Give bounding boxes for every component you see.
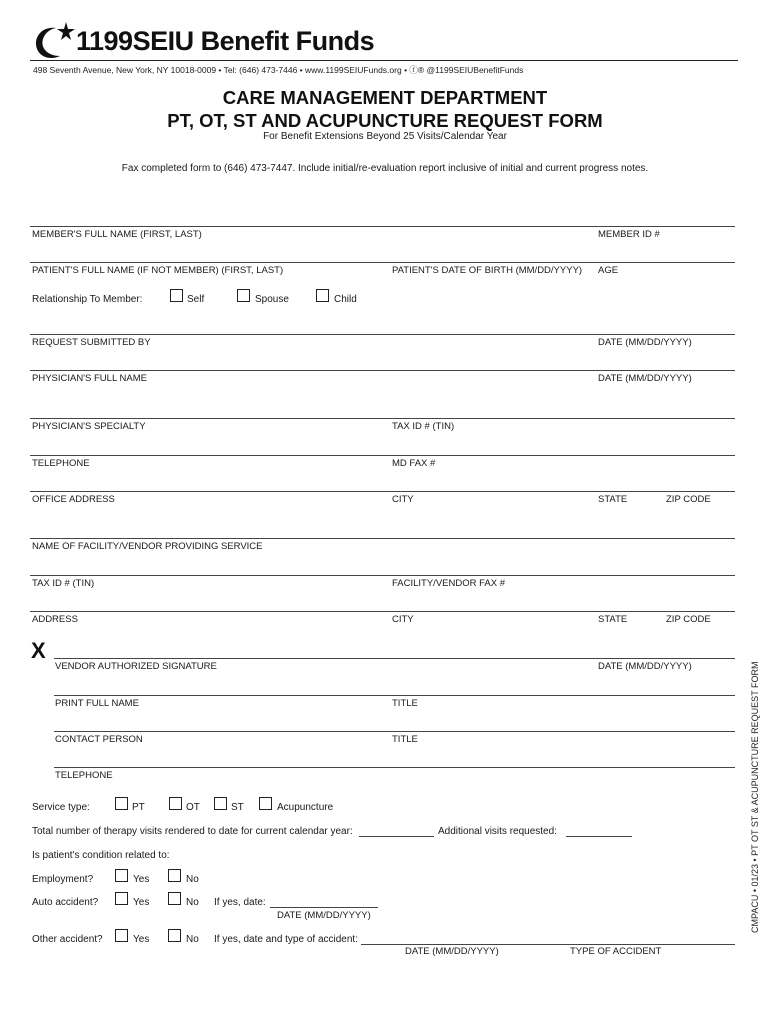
facility-tax-id-field[interactable] — [30, 575, 735, 576]
spouse-label: Spouse — [255, 294, 289, 305]
signature-x-mark: X — [31, 638, 46, 663]
ot-label: OT — [186, 802, 200, 813]
form-code-sidebar: CMPACU • 01/23 • PT OT ST & ACUPUNCTURE REQUEST FORM — [750, 661, 760, 933]
self-label: Self — [187, 294, 205, 305]
facility-address-label: ADDRESS — [32, 614, 78, 625]
request-date-label: DATE (MM/DD/YYYY) — [598, 337, 692, 348]
office-state-label: STATE — [598, 494, 628, 505]
patient-name-field[interactable] — [30, 262, 735, 263]
signature-date-label: DATE (MM/DD/YYYY) — [598, 661, 692, 672]
office-city-label: CITY — [392, 494, 414, 505]
employment-yes-checkbox[interactable] — [115, 869, 128, 882]
auto-no-label: No — [186, 897, 199, 908]
form-subtitle: For Benefit Extensions Beyond 25 Visits/Calendar Year — [263, 131, 507, 142]
patient-name-label: PATIENT'S FULL NAME (IF NOT MEMBER) (FIRST, LAST) — [32, 265, 284, 276]
additional-visits-field[interactable] — [566, 836, 632, 837]
total-visits-label: Total number of therapy visits rendered to date for current calendar year: — [32, 826, 353, 837]
facility-state-label: STATE — [598, 614, 628, 625]
contact-person-field[interactable] — [54, 731, 735, 732]
other-no-checkbox[interactable] — [168, 929, 181, 942]
age-label: AGE — [598, 265, 619, 276]
st-checkbox[interactable] — [214, 797, 227, 810]
physician-tax-id-label: TAX ID # (TIN) — [392, 421, 455, 432]
contact-title-label: TITLE — [392, 734, 418, 745]
office-zip-label: ZIP CODE — [666, 494, 711, 505]
facility-fax-label: FACILITY/VENDOR FAX # — [392, 578, 505, 589]
additional-visits-label: Additional visits requested: — [438, 826, 557, 837]
other-yes-checkbox[interactable] — [115, 929, 128, 942]
ot-checkbox[interactable] — [169, 797, 182, 810]
request-submitted-field[interactable] — [30, 334, 735, 335]
vendor-signature-field[interactable] — [54, 658, 735, 659]
contact-telephone-label: TELEPHONE — [55, 770, 113, 781]
auto-date-prompt: If yes, date: — [214, 897, 266, 908]
other-date-type-prompt: If yes, date and type of accident: — [214, 934, 358, 945]
member-name-field[interactable] — [30, 226, 735, 227]
form-title: PT, OT, ST AND ACUPUNCTURE REQUEST FORM — [167, 110, 603, 131]
contact-telephone-field[interactable] — [54, 767, 735, 768]
employment-label: Employment? — [32, 874, 94, 885]
other-date-label: DATE (MM/DD/YYYY) — [405, 946, 499, 957]
physician-specialty-label: PHYSICIAN'S SPECIALTY — [32, 421, 146, 432]
facility-address-field[interactable] — [30, 611, 735, 612]
vendor-signature-label: VENDOR AUTHORIZED SIGNATURE — [55, 661, 217, 672]
facility-tax-id-label: TAX ID # (TIN) — [32, 578, 95, 589]
employment-no-checkbox[interactable] — [168, 869, 181, 882]
print-name-label: PRINT FULL NAME — [55, 698, 139, 709]
office-address-label: OFFICE ADDRESS — [32, 494, 115, 505]
employment-yes-label: Yes — [133, 874, 150, 885]
fax-instructions: Fax completed form to (646) 473-7447. Include initial/re-evaluation report inclusive of initial and current progress notes. — [121, 163, 649, 174]
child-label: Child — [334, 294, 357, 305]
pt-label: PT — [132, 802, 145, 813]
patient-dob-label: PATIENT'S DATE OF BIRTH (MM/DD/YYYY) — [392, 265, 583, 276]
st-label: ST — [231, 802, 244, 813]
other-accident-label: Other accident? — [32, 934, 103, 945]
member-name-label: MEMBER'S FULL NAME (FIRST, LAST) — [32, 229, 202, 240]
facility-name-field[interactable] — [30, 538, 735, 539]
other-no-label: No — [186, 934, 199, 945]
header-rule — [30, 60, 738, 61]
facility-zip-label: ZIP CODE — [666, 614, 711, 625]
print-title-label: TITLE — [392, 698, 418, 709]
physician-telephone-field[interactable] — [30, 455, 735, 456]
self-checkbox[interactable] — [170, 289, 183, 302]
condition-label: Is patient's condition related to: — [32, 850, 170, 861]
service-type-label: Service type: — [32, 802, 90, 813]
auto-yes-checkbox[interactable] — [115, 892, 128, 905]
auto-no-checkbox[interactable] — [168, 892, 181, 905]
department-title: CARE MANAGEMENT DEPARTMENT — [222, 87, 548, 108]
logo-text: 1199SEIU Benefit Funds — [76, 26, 375, 56]
facility-name-label: NAME OF FACILITY/VENDOR PROVIDING SERVICE — [32, 541, 263, 552]
relationship-label: Relationship To Member: — [32, 294, 143, 305]
auto-accident-label: Auto accident? — [32, 897, 99, 908]
md-fax-label: MD FAX # — [392, 458, 436, 469]
spouse-checkbox[interactable] — [237, 289, 250, 302]
facility-city-label: CITY — [392, 614, 414, 625]
type-of-accident-label: TYPE OF ACCIDENT — [570, 946, 662, 957]
child-checkbox[interactable] — [316, 289, 329, 302]
fund-address: 498 Seventh Avenue, New York, NY 10018-0009 • Tel: (646) 473-7446 • www.1199SEIUFunds.org • ⓕ® @1199SEIUBenefitFunds — [33, 65, 524, 75]
total-visits-field[interactable] — [359, 836, 434, 837]
other-yes-label: Yes — [133, 934, 150, 945]
employment-no-label: No — [186, 874, 199, 885]
star-crescent-icon — [30, 20, 76, 60]
contact-person-label: CONTACT PERSON — [55, 734, 143, 745]
print-name-field[interactable] — [54, 695, 735, 696]
physician-name-field[interactable] — [30, 370, 735, 371]
physician-specialty-field[interactable] — [30, 418, 735, 419]
member-id-label: MEMBER ID # — [598, 229, 660, 240]
physician-date-label: DATE (MM/DD/YYYY) — [598, 373, 692, 384]
auto-date-label: DATE (MM/DD/YYYY) — [277, 910, 371, 921]
other-accident-field[interactable] — [361, 944, 735, 945]
physician-name-label: PHYSICIAN'S FULL NAME — [32, 373, 147, 384]
office-address-field[interactable] — [30, 491, 735, 492]
auto-yes-label: Yes — [133, 897, 150, 908]
acupuncture-label: Acupuncture — [277, 802, 334, 813]
auto-date-field[interactable] — [270, 907, 378, 908]
physician-telephone-label: TELEPHONE — [32, 458, 90, 469]
pt-checkbox[interactable] — [115, 797, 128, 810]
request-submitted-label: REQUEST SUBMITTED BY — [32, 337, 151, 348]
acupuncture-checkbox[interactable] — [259, 797, 272, 810]
